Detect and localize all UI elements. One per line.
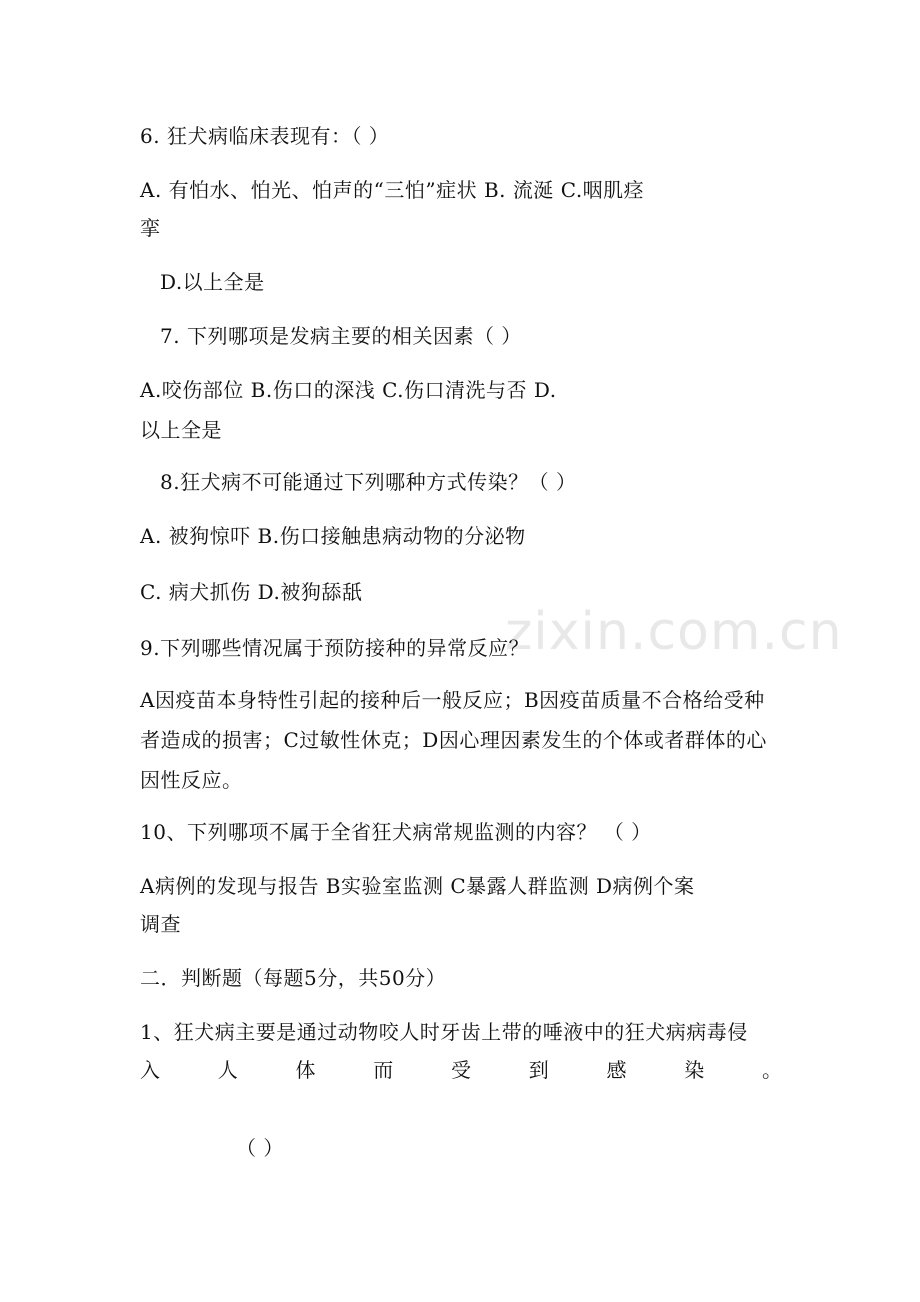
question-6-options-line2: 挛 — [140, 216, 161, 240]
question-9-options: A因疫苗本身特性引起的接种后一般反应；B因疫苗质量不合格给受种者造成的损害；C过敏性休克；D因心理因素发生的个体或者群体的心因性反应。 — [140, 688, 767, 792]
judgment-1-char: 受 — [451, 1058, 471, 1082]
question-6-option-d: D.以上全是 — [160, 270, 265, 294]
judgment-1-char: 人 — [217, 1058, 238, 1082]
judgment-1-line2 — [140, 1056, 782, 1084]
question-10-options-line1: A病例的发现与报告 B实验室监测 C暴露人群监测 D病例个案 — [140, 874, 695, 898]
question-9-stem: 9.下列哪些情况属于预防接种的异常反应？ — [140, 636, 530, 660]
question-7-options-line2: 以上全是 — [140, 418, 222, 442]
judgment-1-answer-blank: （ ） — [236, 1136, 284, 1160]
question-8-options-cd: C. 病犬抓伤 D.被狗舔舐 — [140, 580, 363, 604]
question-7-options-line1: A.咬伤部位 B.伤口的深浅 C.伤口清洗与否 D. — [140, 378, 557, 402]
question-10-options-line2: 调查 — [140, 912, 181, 936]
question-6-stem: 6. 狂犬病临床表现有：（ ） — [140, 124, 390, 148]
question-7-stem: 7. 下列哪项是发病主要的相关因素（ ） — [160, 324, 522, 348]
watermark: zixin.com.cn — [505, 602, 843, 662]
judgment-1-char: 。 — [762, 1058, 782, 1082]
judgment-1-char: 到 — [528, 1058, 549, 1082]
question-6-options-line1: A. 有怕水、怕光、怕声的“三怕”症状 B. 流涎 C.咽肌痉 — [140, 178, 645, 202]
question-8-options-ab: A. 被狗惊吓 B.伤口接触患病动物的分泌物 — [140, 524, 526, 548]
judgment-1-char: 感 — [606, 1058, 627, 1082]
question-8-stem: 8.狂犬病不可能通过下列哪种方式传染？（ ） — [160, 470, 577, 494]
judgment-1-char: 体 — [295, 1058, 316, 1082]
judgment-1-char: 入 — [140, 1058, 160, 1082]
judgment-1-char: 染 — [684, 1058, 705, 1082]
judgment-1-line1: 1、狂犬病主要是通过动物咬人时牙齿上带的唾液中的狂犬病病毒侵 — [140, 1020, 748, 1044]
section-2-title: 二．判断题（每题5分，共50分） — [140, 966, 447, 990]
judgment-1-char: 而 — [373, 1058, 394, 1082]
question-10-stem: 10、下列哪项不属于全省狂犬病常规监测的内容？ （ ） — [140, 820, 652, 844]
